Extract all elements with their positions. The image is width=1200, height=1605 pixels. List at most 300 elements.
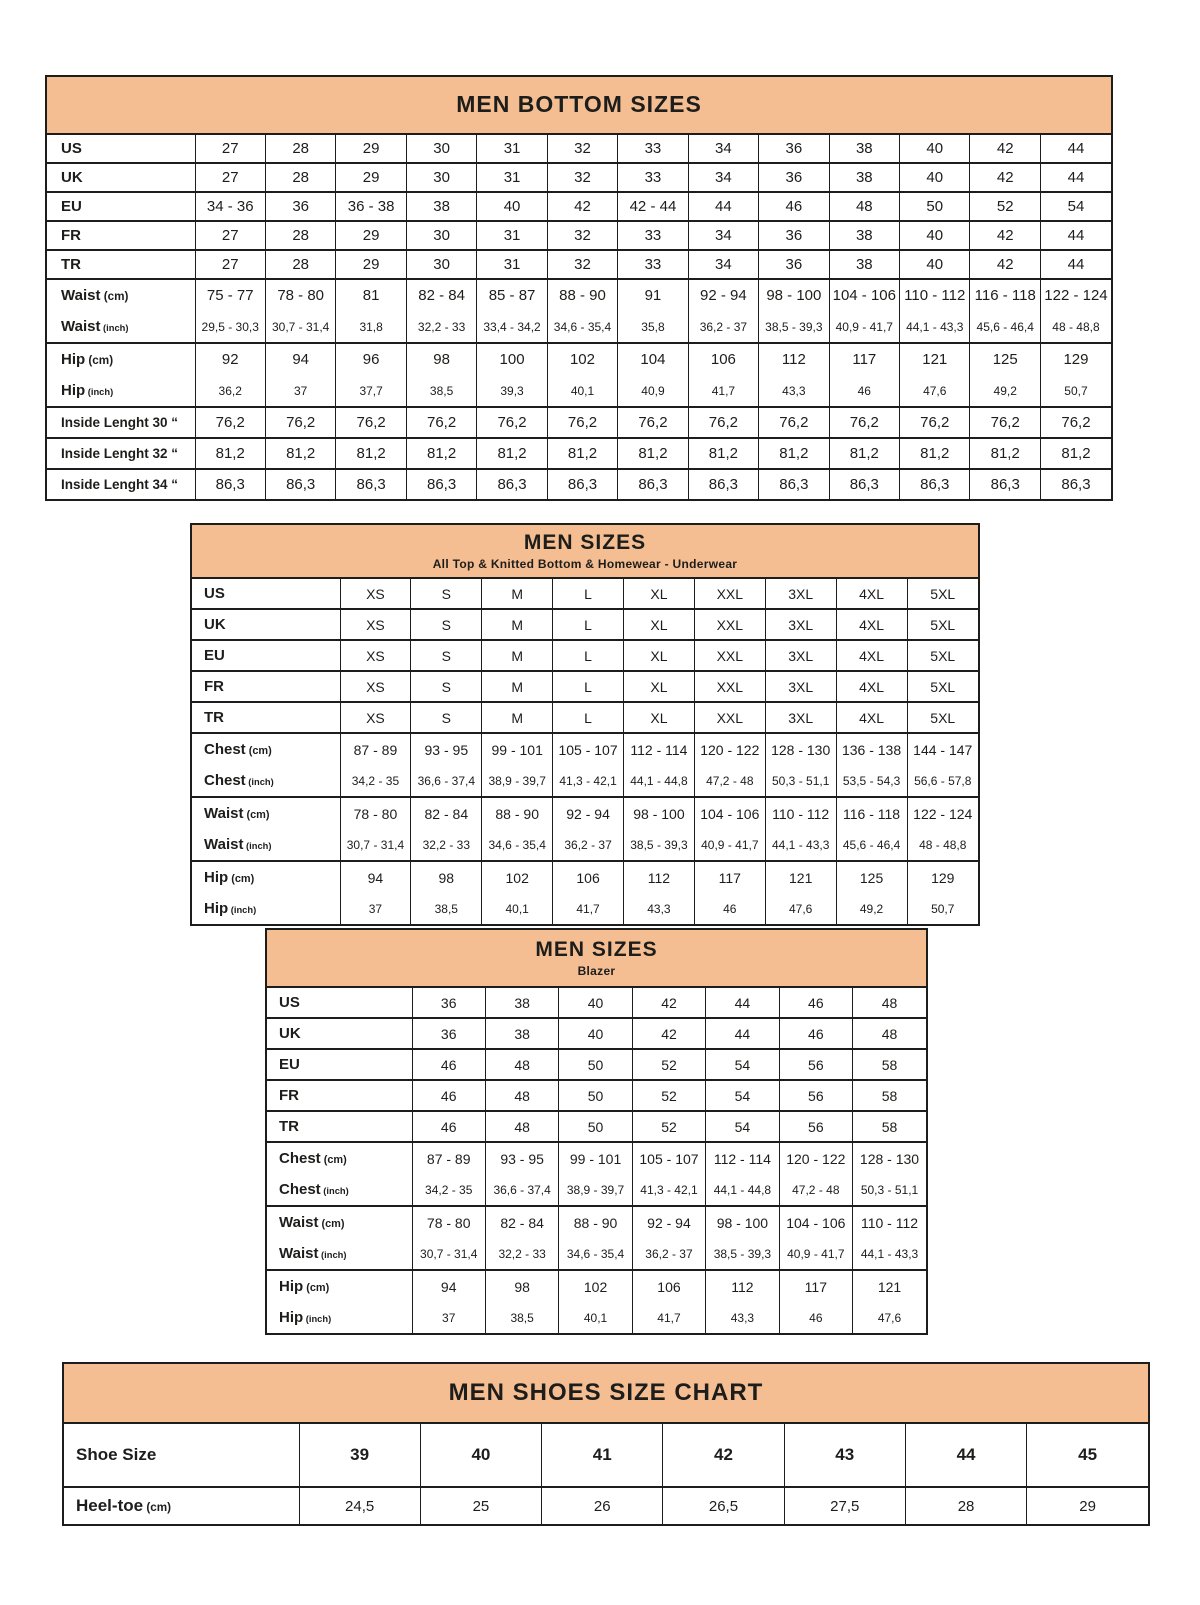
table-cell: 29 (1027, 1487, 1148, 1524)
table-cell: 86,3 (900, 469, 970, 499)
table-cell: 36 - 38 (336, 192, 406, 221)
table-cell: 104 - 106 (779, 1206, 852, 1238)
row-label: FR (204, 678, 224, 695)
table-row (47, 438, 1111, 469)
table-cell: 44 (1040, 221, 1111, 250)
table-cell: 81,2 (688, 438, 758, 469)
table-cell: 86,3 (406, 469, 476, 499)
row-label: TR (204, 709, 224, 726)
table-cell: 98 (485, 1270, 558, 1302)
table-cell: 40 (559, 988, 632, 1018)
table-cell: 30 (406, 135, 476, 163)
table-cell: 33 (618, 250, 688, 279)
table-row (47, 221, 1111, 250)
table-row (64, 1487, 1148, 1524)
table-cell: 99 - 101 (559, 1142, 632, 1174)
table-cell: XXL (694, 702, 765, 733)
table-row (192, 579, 978, 609)
table-cell: 106 (688, 343, 758, 375)
table-cell: 40,1 (547, 375, 617, 407)
row-label: Hip (inch) (61, 382, 114, 399)
table-row (192, 829, 978, 861)
table-cell: 44,1 - 44,8 (624, 765, 695, 797)
table-cell: 116 - 118 (970, 279, 1040, 311)
table-cell: 30,7 - 31,4 (412, 1238, 485, 1270)
men-sizes-top-table (190, 523, 980, 926)
table-cell: 102 (559, 1270, 632, 1302)
table-row (47, 311, 1111, 343)
table-cell: 44 (706, 988, 779, 1018)
table-cell: 38,9 - 39,7 (559, 1174, 632, 1206)
table-cell: 40 (900, 135, 970, 163)
table-subtitle: All Top & Knitted Bottom & Homewear - Underwear (432, 556, 738, 571)
table-cell: 50,3 - 51,1 (765, 765, 836, 797)
table-row (267, 988, 926, 1018)
table-cell: XL (624, 671, 695, 702)
table-cell: 94 (265, 343, 335, 375)
table-cell: 44,1 - 43,3 (853, 1238, 926, 1270)
table-cell: 112 (706, 1270, 779, 1302)
row-label: Hip (cm) (279, 1278, 330, 1295)
table-cell: 75 - 77 (195, 279, 265, 311)
table-cell: 100 (477, 343, 547, 375)
table-cell: 33,4 - 34,2 (477, 311, 547, 343)
table-cell: 86,3 (265, 469, 335, 499)
table-cell: 76,2 (547, 407, 617, 438)
table-cell: M (482, 609, 553, 640)
table-cell: 33 (618, 221, 688, 250)
table-cell: 39,3 (477, 375, 547, 407)
row-label: Inside Lenght 34 “ (61, 477, 179, 492)
table-cell: 4XL (836, 640, 907, 671)
table-cell: 43,3 (759, 375, 829, 407)
table-cell: 33 (618, 163, 688, 192)
table-cell: 43 (784, 1424, 905, 1487)
table-cell: 40,9 (618, 375, 688, 407)
table-cell: 91 (618, 279, 688, 311)
men-bottom-sizes-table (45, 75, 1113, 501)
table-cell: 32 (547, 135, 617, 163)
table-cell: XS (340, 640, 411, 671)
table-cell: 121 (853, 1270, 926, 1302)
table-cell: 42 (632, 988, 705, 1018)
table-cell: M (482, 640, 553, 671)
table-cell: 76,2 (1040, 407, 1111, 438)
table-cell: 112 - 114 (706, 1142, 779, 1174)
table-cell: XS (340, 579, 411, 609)
table-cell: 27,5 (784, 1487, 905, 1524)
table-cell: 37 (412, 1302, 485, 1333)
table-row (47, 163, 1111, 192)
table-cell: 86,3 (829, 469, 899, 499)
table-cell: 125 (970, 343, 1040, 375)
table-cell: 96 (336, 343, 406, 375)
table-cell: 38,5 (406, 375, 476, 407)
table-row (192, 733, 978, 765)
table-cell: 36,6 - 37,4 (411, 765, 482, 797)
table-cell: 87 - 89 (340, 733, 411, 765)
row-label: Waist (cm) (204, 805, 270, 822)
table-cell: 117 (829, 343, 899, 375)
row-label: Hip (inch) (279, 1309, 332, 1326)
table-cell: 46 (412, 1080, 485, 1111)
table-cell: 44 (905, 1424, 1026, 1487)
table-row (47, 469, 1111, 499)
table-cell: 38 (406, 192, 476, 221)
table-cell: 117 (779, 1270, 852, 1302)
table-cell: 104 - 106 (694, 797, 765, 829)
table-cell: 32 (547, 250, 617, 279)
table-cell: 76,2 (759, 407, 829, 438)
table-cell: 52 (632, 1080, 705, 1111)
table-cell: 56 (779, 1049, 852, 1080)
table-cell: 81,2 (829, 438, 899, 469)
table-cell: 39 (299, 1424, 420, 1487)
size-grid (267, 988, 926, 1333)
table-cell: 38,5 (411, 893, 482, 924)
table-cell: 5XL (907, 671, 978, 702)
row-label: Inside Lenght 32 “ (61, 446, 179, 461)
table-cell: 43,3 (706, 1302, 779, 1333)
table-cell: 27 (195, 163, 265, 192)
table-cell: 47,6 (853, 1302, 926, 1333)
table-cell: 36,2 (195, 375, 265, 407)
table-cell: 86,3 (477, 469, 547, 499)
table-cell: 112 (759, 343, 829, 375)
table-cell: S (411, 671, 482, 702)
table-cell: 81,2 (1040, 438, 1111, 469)
table-cell: 35,8 (618, 311, 688, 343)
table-cell: 32,2 - 33 (411, 829, 482, 861)
table-subtitle: Blazer (577, 963, 616, 978)
table-cell: 86,3 (970, 469, 1040, 499)
table-cell: 28 (265, 221, 335, 250)
table-cell: 81,2 (618, 438, 688, 469)
row-label: UK (279, 1025, 301, 1042)
table-cell: 28 (905, 1487, 1026, 1524)
table-cell: S (411, 579, 482, 609)
row-label: EU (61, 198, 82, 215)
table-cell: 102 (547, 343, 617, 375)
table-cell: 50 (559, 1049, 632, 1080)
table-cell: 38,5 - 39,3 (759, 311, 829, 343)
table-row (267, 1270, 926, 1302)
table-cell: 43,3 (624, 893, 695, 924)
table-cell: 106 (553, 861, 624, 893)
table-row (47, 250, 1111, 279)
table-row (47, 407, 1111, 438)
table-cell: 30,7 - 31,4 (340, 829, 411, 861)
table-cell: 44 (706, 1018, 779, 1049)
row-label: UK (204, 616, 226, 633)
table-cell: 29 (336, 250, 406, 279)
table-cell: 38,5 (485, 1302, 558, 1333)
table-cell: 78 - 80 (412, 1206, 485, 1238)
table-cell: 105 - 107 (553, 733, 624, 765)
table-cell: 5XL (907, 609, 978, 640)
table-cell: 104 (618, 343, 688, 375)
table-cell: 49,2 (836, 893, 907, 924)
table-cell: 81,2 (970, 438, 1040, 469)
table-cell: 3XL (765, 579, 836, 609)
row-label: US (204, 585, 225, 602)
table-cell: 40,1 (482, 893, 553, 924)
table-cell: 4XL (836, 671, 907, 702)
table-cell: 26,5 (663, 1487, 784, 1524)
table-cell: 99 - 101 (482, 733, 553, 765)
table-cell: 116 - 118 (836, 797, 907, 829)
table-cell: 44 (688, 192, 758, 221)
table-row (192, 797, 978, 829)
size-grid (64, 1424, 1148, 1524)
table-cell: 42 (970, 250, 1040, 279)
table-cell: S (411, 702, 482, 733)
table-row (267, 1049, 926, 1080)
table-cell: 38 (485, 988, 558, 1018)
table-cell: 104 - 106 (829, 279, 899, 311)
table-cell: 56,6 - 57,8 (907, 765, 978, 797)
table-cell: 31 (477, 163, 547, 192)
table-cell: 48 (829, 192, 899, 221)
table-cell: 40 (420, 1424, 541, 1487)
table-cell: 38 (829, 221, 899, 250)
table-header (64, 1364, 1148, 1424)
table-cell: 29 (336, 135, 406, 163)
table-cell: 27 (195, 221, 265, 250)
table-cell: 76,2 (265, 407, 335, 438)
table-cell: 37,7 (336, 375, 406, 407)
table-cell: XXL (694, 671, 765, 702)
table-header (267, 930, 926, 988)
table-row (64, 1424, 1148, 1487)
table-cell: 4XL (836, 702, 907, 733)
table-cell: 33 (618, 135, 688, 163)
table-cell: 28 (265, 163, 335, 192)
table-cell: 36 (759, 163, 829, 192)
table-cell: 28 (265, 135, 335, 163)
table-cell: 112 - 114 (624, 733, 695, 765)
table-cell: 30 (406, 221, 476, 250)
table-cell: 52 (632, 1111, 705, 1142)
table-cell: 29,5 - 30,3 (195, 311, 265, 343)
table-header (192, 525, 978, 579)
table-row (47, 279, 1111, 311)
table-cell: 24,5 (299, 1487, 420, 1524)
table-cell: 34 (688, 135, 758, 163)
table-cell: 128 - 130 (765, 733, 836, 765)
table-cell: 45 (1027, 1424, 1148, 1487)
row-label: Hip (inch) (204, 900, 257, 917)
table-cell: 93 - 95 (485, 1142, 558, 1174)
table-cell: 34,6 - 35,4 (559, 1238, 632, 1270)
table-cell: M (482, 702, 553, 733)
table-cell: S (411, 640, 482, 671)
table-cell: 44 (1040, 135, 1111, 163)
table-cell: 86,3 (618, 469, 688, 499)
table-cell: 45,6 - 46,4 (836, 829, 907, 861)
row-label: Chest (cm) (204, 741, 272, 758)
table-cell: 46 (779, 1018, 852, 1049)
table-row (267, 1174, 926, 1206)
table-row (267, 1080, 926, 1111)
table-cell: 46 (759, 192, 829, 221)
table-row (267, 1238, 926, 1270)
table-cell: XL (624, 579, 695, 609)
table-cell: 58 (853, 1080, 926, 1111)
table-cell: 41,3 - 42,1 (632, 1174, 705, 1206)
table-row (47, 375, 1111, 407)
row-label: Waist (inch) (279, 1245, 347, 1262)
table-cell: 50,7 (907, 893, 978, 924)
row-label: Chest (inch) (204, 772, 274, 789)
table-cell: 86,3 (688, 469, 758, 499)
table-cell: 34,6 - 35,4 (482, 829, 553, 861)
table-cell: 76,2 (406, 407, 476, 438)
table-cell: 32 (547, 163, 617, 192)
table-cell: 42 - 44 (618, 192, 688, 221)
row-label: US (61, 140, 82, 157)
row-label: Shoe Size (76, 1445, 157, 1464)
table-cell: XL (624, 702, 695, 733)
table-cell: 92 - 94 (688, 279, 758, 311)
table-cell: 32 (547, 221, 617, 250)
table-cell: 5XL (907, 702, 978, 733)
table-cell: 27 (195, 135, 265, 163)
table-cell: 32,2 - 33 (406, 311, 476, 343)
table-cell: 44,1 - 43,3 (765, 829, 836, 861)
row-label: Chest (cm) (279, 1150, 347, 1167)
table-cell: 92 - 94 (632, 1206, 705, 1238)
table-cell: 48 - 48,8 (1040, 311, 1111, 343)
table-cell: 50 (559, 1080, 632, 1111)
table-cell: L (553, 671, 624, 702)
table-cell: 40 (900, 250, 970, 279)
table-cell: 54 (1040, 192, 1111, 221)
table-cell: 120 - 122 (779, 1142, 852, 1174)
table-cell: 48 (485, 1049, 558, 1080)
table-cell: 92 (195, 343, 265, 375)
table-cell: 81,2 (336, 438, 406, 469)
table-row (267, 1302, 926, 1333)
table-cell: 121 (765, 861, 836, 893)
table-cell: 28 (265, 250, 335, 279)
table-cell: M (482, 671, 553, 702)
row-label: Hip (cm) (204, 869, 255, 886)
table-row (47, 192, 1111, 221)
table-cell: 30,7 - 31,4 (265, 311, 335, 343)
table-cell: 86,3 (759, 469, 829, 499)
table-row (267, 1142, 926, 1174)
table-cell: 46 (779, 1302, 852, 1333)
row-label: US (279, 994, 300, 1011)
table-cell: 81,2 (265, 438, 335, 469)
table-cell: XL (624, 609, 695, 640)
table-cell: 37 (340, 893, 411, 924)
table-cell: 54 (706, 1049, 779, 1080)
table-cell: 81 (336, 279, 406, 311)
table-cell: 27 (195, 250, 265, 279)
table-cell: 31 (477, 135, 547, 163)
table-cell: 37 (265, 375, 335, 407)
table-cell: 86,3 (195, 469, 265, 499)
table-title: MEN SIZES (523, 531, 647, 555)
table-cell: 3XL (765, 702, 836, 733)
table-cell: 82 - 84 (411, 797, 482, 829)
table-cell: S (411, 609, 482, 640)
table-row (192, 702, 978, 733)
table-cell: 48 (853, 1018, 926, 1049)
table-cell: 46 (412, 1111, 485, 1142)
table-cell: 47,2 - 48 (694, 765, 765, 797)
table-cell: 3XL (765, 640, 836, 671)
table-cell: 3XL (765, 671, 836, 702)
table-cell: XS (340, 609, 411, 640)
row-label: Chest (inch) (279, 1181, 349, 1198)
table-cell: 41,7 (688, 375, 758, 407)
table-cell: 36,2 - 37 (688, 311, 758, 343)
table-cell: 44,1 - 44,8 (706, 1174, 779, 1206)
table-cell: 44 (1040, 163, 1111, 192)
table-row (192, 861, 978, 893)
table-cell: 34 (688, 250, 758, 279)
table-row (192, 609, 978, 640)
table-cell: 46 (412, 1049, 485, 1080)
row-label: UK (61, 169, 83, 186)
table-cell: 31 (477, 250, 547, 279)
table-row (192, 671, 978, 702)
table-cell: 102 (482, 861, 553, 893)
table-cell: 36 (412, 988, 485, 1018)
table-cell: 36 (759, 250, 829, 279)
table-cell: 29 (336, 221, 406, 250)
table-cell: 30 (406, 250, 476, 279)
table-cell: 76,2 (477, 407, 547, 438)
table-cell: 40 (900, 221, 970, 250)
table-cell: 78 - 80 (340, 797, 411, 829)
table-cell: 31 (477, 221, 547, 250)
row-label: Waist (inch) (61, 318, 129, 335)
table-cell: 85 - 87 (477, 279, 547, 311)
table-cell: 45,6 - 46,4 (970, 311, 1040, 343)
table-cell: 36,2 - 37 (553, 829, 624, 861)
table-cell: 58 (853, 1049, 926, 1080)
table-title: MEN BOTTOM SIZES (456, 91, 702, 118)
table-cell: 49,2 (970, 375, 1040, 407)
table-cell: 48 (485, 1080, 558, 1111)
table-cell: XXL (694, 579, 765, 609)
row-label: FR (61, 227, 81, 244)
row-label: Waist (inch) (204, 836, 272, 853)
table-cell: 3XL (765, 609, 836, 640)
table-cell: 40,1 (559, 1302, 632, 1333)
table-cell: 46 (829, 375, 899, 407)
table-cell: 88 - 90 (547, 279, 617, 311)
table-cell: 81,2 (900, 438, 970, 469)
table-cell: L (553, 609, 624, 640)
table-cell: 42 (547, 192, 617, 221)
row-label: Waist (cm) (279, 1214, 345, 1231)
table-cell: 38 (485, 1018, 558, 1049)
table-cell: 48 - 48,8 (907, 829, 978, 861)
table-cell: 53,5 - 54,3 (836, 765, 907, 797)
table-cell: 42 (970, 135, 1040, 163)
row-label: Waist (cm) (61, 287, 129, 304)
table-cell: 44 (1040, 250, 1111, 279)
row-label: FR (279, 1087, 299, 1104)
table-cell: 136 - 138 (836, 733, 907, 765)
table-cell: 76,2 (688, 407, 758, 438)
table-row (267, 1018, 926, 1049)
